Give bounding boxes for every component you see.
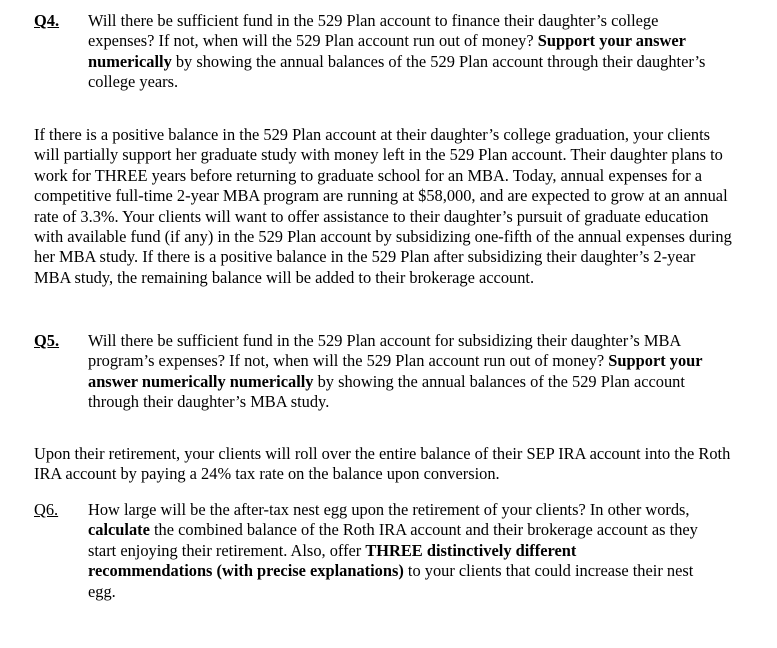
question-number: Q4.	[34, 11, 60, 30]
question-q5	[34, 331, 724, 413]
paragraph-mba: If there is a positive balance in the 529 Plan account at their daughter’s college graduation, your clients will partially support her graduate study with money left in the 529 Plan account. Their daughter plans to work for THREE years before returning to graduate school for an MBA. Today, annual expenses for a competitive full-time 2-year MBA program are running at $58,000, and are expected to grow at an annual rate of 3.3%. Your clients will want to offer assistance to their daughter’s pursuit of graduate education with available fund (if any) in the 529 Plan account by subsidizing one-fifth of the annual expenses during her MBA study. If there is a positive balance in the 529 Plan after subsidizing their daughter’s 2-year MBA study, the remaining balance will be added to their brokerage account.	[34, 125, 732, 287]
text-run: by showing the annual balances of the 529 Plan account through their daughter’s MBA study.	[88, 371, 685, 412]
text-run: How large will be the after-tax nest egg upon the retirement of your clients? In other words,	[88, 500, 690, 519]
bold-run: THREE distinctively different recommendations (with precise explanations)	[88, 540, 577, 581]
question-number: Q5.	[34, 331, 60, 350]
question-text	[88, 500, 698, 602]
question-text	[88, 331, 712, 413]
bold-run: Support your answer numerically numerically	[88, 351, 703, 391]
paragraph-retirement: Upon their retirement, your clients will roll over the entire balance of their SEP IRA account into the Roth IRA account by paying a 24% tax rate on the balance upon conversion.	[34, 444, 731, 484]
question-text	[88, 11, 718, 93]
question-number: Q6.	[34, 500, 59, 519]
text-run: the combined balance of the Roth IRA account and their brokerage account as they start enjoying their retirement. Also, offer	[88, 520, 698, 560]
question-q6	[34, 500, 724, 602]
text-run: Will there be sufficient fund in the 529 Plan account for subsidizing their daughter’s MBA program’s expenses? If not, when will the 529 Plan account run out of money?	[88, 331, 681, 371]
bold-run: calculate	[88, 520, 150, 540]
text-run: to your clients that could increase their nest egg.	[88, 561, 694, 601]
bold-run: Support your answer numerically	[88, 31, 686, 71]
text-run: by showing the annual balances of the 529 Plan account through their daughter’s college years.	[88, 51, 706, 92]
question-q4	[34, 11, 724, 93]
text-run: Will there be sufficient fund in the 529 Plan account to finance their daughter’s college expenses? If not, when will the 529 Plan account run out of money?	[88, 11, 659, 51]
